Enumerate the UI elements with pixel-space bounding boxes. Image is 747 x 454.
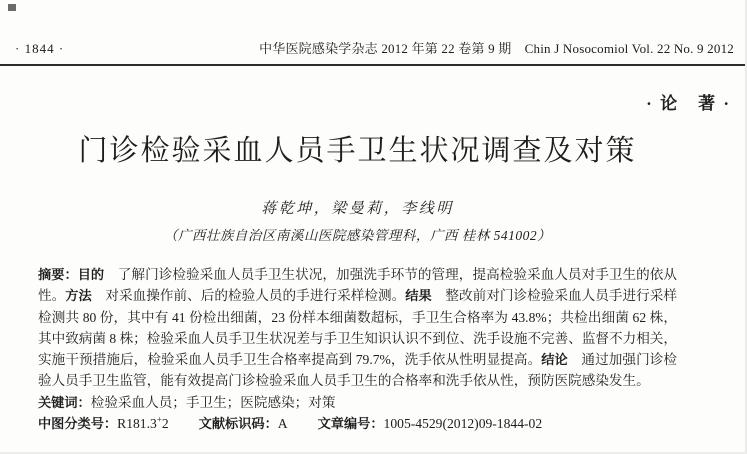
abstract-conclusion-label: 结论 [541, 352, 568, 368]
front-matter [38, 264, 677, 434]
keywords-line [38, 392, 677, 413]
clc-group [38, 416, 169, 431]
running-header [0, 0, 745, 56]
article-id-value: 1005-4529(2012)09-1844-02 [383, 416, 543, 432]
article-id-label: 文章编号： [317, 416, 384, 432]
scan-artifact [8, 4, 16, 11]
article-id-group [318, 416, 543, 431]
paper-title: 门诊检验采血人员手卫生状况调查及对策 [78, 135, 637, 167]
affiliation-line: （广西壮族自治区南溪山医院感染管理科，广西 桂林 541002） [163, 228, 552, 243]
doc-code-value: A [277, 416, 288, 432]
abstract-objective-text: 了解门诊检验采血人员手卫生状况，加强洗手环节的管理，提高检验采血人员对手卫生的依从性。 [38, 267, 678, 304]
clc-value-tail: 2 [161, 416, 169, 432]
header-rule [0, 64, 745, 66]
abstract-methods-text: 对采血操作前、后的检验人员的手进行采样检测。 [91, 288, 406, 304]
abstract-methods-label: 方法 [65, 288, 92, 304]
meta-line [38, 413, 677, 434]
clc-superscript: + [156, 414, 162, 425]
doc-code-group [199, 416, 288, 431]
clc-value: R181.3 [117, 416, 157, 432]
abstract-conclusion-text: 通过加强门诊检验人员手卫生监管，能有效提高门诊检验采血人员手卫生的合格率和洗手依从性，预防医院感染发生。 [38, 352, 678, 389]
keywords-text: 检验采血人员；手卫生；医院感染；对策 [90, 394, 336, 410]
abstract-results-text: 整改前对门诊检验采血人员手进行采样检测共 80 份，其中有 41 份检出细菌，23 份样本细菌数超标，手卫生合格率为 43.8%；共检出细菌 62 株，其中致病菌 8 株；检验采血人员手卫生状况差与手卫生知识认识不到位、洗手设施不完善、监督不力相关，实施干预措施后，检验采血人员手卫生合格率提高到 79.7%，洗手依从性明显提高。 [38, 288, 678, 368]
journal-title: 中华医院感染学杂志 2012 年第 22 卷第 9 期 Chin J Nosocomiol Vol. 22 No. 9 2012 [259, 41, 734, 56]
article-type-label: · 论 著 · [646, 94, 731, 113]
abstract-objective-label: 摘要：目的 [38, 267, 105, 282]
clc-label: 中图分类号： [38, 416, 118, 432]
abstract-paragraph [38, 264, 677, 392]
doc-code-label: 文献标识码： [198, 416, 278, 432]
authors-line: 蒋乾坤，梁曼莉，李线明 [261, 201, 454, 217]
abstract-results-label: 结果 [405, 288, 432, 304]
page-number: · 1844 · [15, 41, 65, 56]
keywords-label: 关键词： [38, 394, 91, 410]
